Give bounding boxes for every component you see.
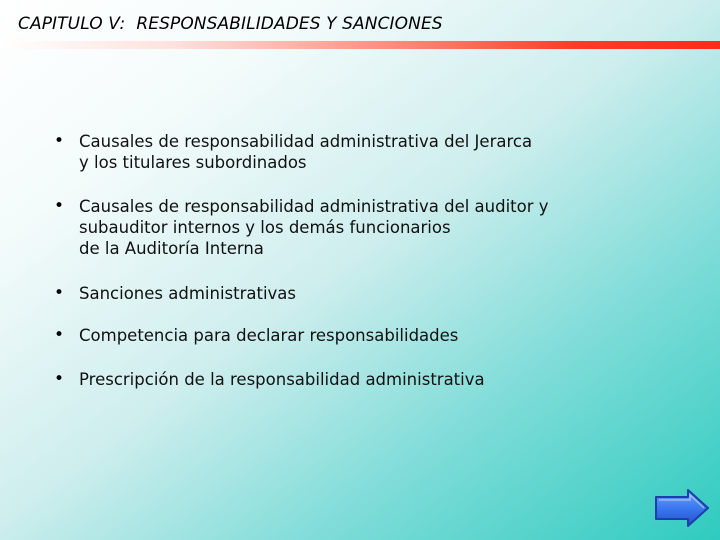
bullet-text: Causales de responsabilidad administrativa del Jerarca y los titulares subordinados — [79, 132, 533, 172]
bullet-text: Prescripción de la responsabilidad administrativa — [79, 370, 485, 389]
slide-title: CAPITULO V: RESPONSABILIDADES Y SANCIONES — [18, 14, 443, 34]
bullet-item — [54, 196, 654, 259]
bullet-text: Sanciones administrativas — [79, 284, 297, 303]
bullet-item — [54, 131, 654, 173]
bullet-item — [54, 325, 654, 346]
bullet-marker: • — [54, 283, 65, 303]
next-slide-button[interactable] — [654, 488, 710, 528]
bullet-marker: • — [54, 325, 65, 345]
right-arrow-icon — [654, 488, 710, 528]
bullet-marker: • — [54, 196, 65, 216]
bullet-marker: • — [54, 369, 65, 389]
bullet-text: Causales de responsabilidad administrativa del auditor y subauditor internos y los demás funcionarios de la Auditoría Interna — [79, 197, 549, 258]
bullet-text: Competencia para declarar responsabilidades — [79, 326, 459, 345]
bullet-item — [54, 369, 654, 390]
bullet-item — [54, 283, 654, 304]
bullet-marker: • — [54, 131, 65, 151]
